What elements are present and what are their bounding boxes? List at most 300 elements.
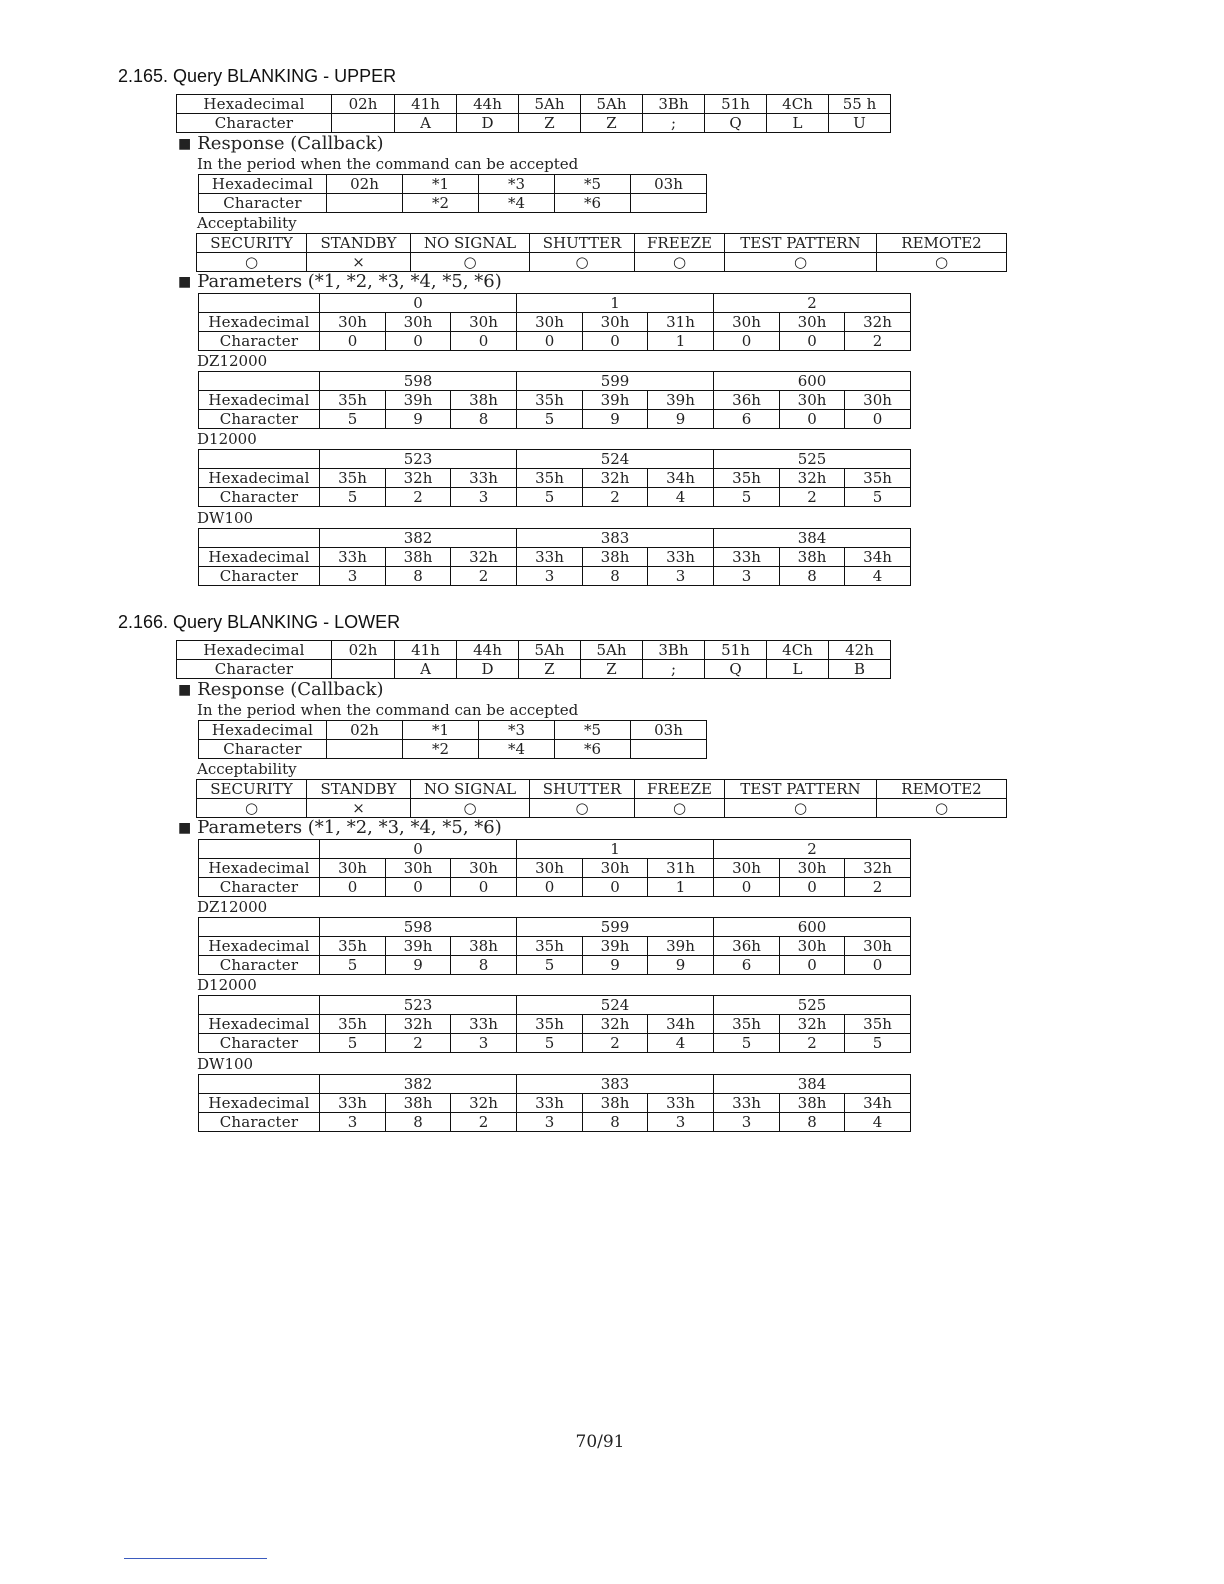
parameter-hex-cell: 32h xyxy=(780,1015,845,1034)
char-row xyxy=(199,194,707,213)
parameter-hex-cell: 33h xyxy=(320,1094,386,1113)
hex-label: Hexadecimal xyxy=(199,859,320,878)
parameter-hex-cell: 35h xyxy=(845,1015,911,1034)
cmd-hex-cell: 51h xyxy=(705,641,767,660)
command-table xyxy=(176,640,891,679)
parameter-hex-cell: 30h xyxy=(451,859,517,878)
parameters-heading xyxy=(178,272,502,293)
parameter-char-cell: 3 xyxy=(648,1113,714,1132)
parameter-hex-cell: 31h xyxy=(648,313,714,332)
parameter-value: 600 xyxy=(714,918,911,937)
acceptability-header: TEST PATTERN xyxy=(725,234,877,253)
parameters-heading xyxy=(178,818,502,839)
parameter-hex-cell: 39h xyxy=(583,937,648,956)
corner-cell xyxy=(199,294,320,313)
parameter-hex-cell: 36h xyxy=(714,391,780,410)
response-char-cell: *2 xyxy=(403,194,479,213)
acceptability-value: ○ xyxy=(877,799,1007,818)
parameter-hex-cell: 38h xyxy=(386,548,451,567)
parameter-char-cell: 0 xyxy=(583,878,648,897)
cmd-hex-cell: 02h xyxy=(332,641,395,660)
parameter-hex-cell: 33h xyxy=(648,1094,714,1113)
response-char-cell xyxy=(327,194,403,213)
command-table xyxy=(176,94,891,133)
cmd-hex-cell: 51h xyxy=(705,95,767,114)
parameter-table xyxy=(198,449,911,507)
period-text: In the period when the command can be accepted xyxy=(197,701,579,719)
acceptability-header: NO SIGNAL xyxy=(411,234,530,253)
parameter-char-cell: 8 xyxy=(451,956,517,975)
cmd-char-cell: Z xyxy=(581,660,643,679)
acceptability-value: ○ xyxy=(877,253,1007,272)
acceptability-header: SECURITY xyxy=(197,780,307,799)
parameter-char-cell: 5 xyxy=(845,488,911,507)
parameter-table xyxy=(198,1074,911,1132)
response-heading-text: Response (Callback) xyxy=(197,679,384,700)
parameter-hex-cell: 34h xyxy=(648,1015,714,1034)
parameter-char-cell: 6 xyxy=(714,410,780,429)
acceptability-value-row xyxy=(197,799,1007,818)
value-row xyxy=(199,918,911,937)
parameter-char-cell: 3 xyxy=(451,488,517,507)
square-bullet-icon: ■ xyxy=(178,820,192,836)
response-char-cell xyxy=(631,740,707,759)
parameter-hex-cell: 33h xyxy=(714,1094,780,1113)
acceptability-header: NO SIGNAL xyxy=(411,780,530,799)
acceptability-header: STANDBY xyxy=(307,780,411,799)
parameter-char-cell: 2 xyxy=(386,1034,451,1053)
cmd-char-cell: D xyxy=(457,660,519,679)
value-row xyxy=(199,1075,911,1094)
parameter-hex-cell: 38h xyxy=(386,1094,451,1113)
parameter-char-cell: 1 xyxy=(648,332,714,351)
hex-label: Hexadecimal xyxy=(199,1094,320,1113)
parameter-value: 599 xyxy=(517,918,714,937)
parameter-char-cell: 4 xyxy=(845,1113,911,1132)
cmd-char-cell: Z xyxy=(519,114,581,133)
parameter-hex-cell: 35h xyxy=(517,1015,583,1034)
parameter-char-cell: 5 xyxy=(517,1034,583,1053)
parameter-char-cell: 0 xyxy=(517,332,583,351)
response-char-cell xyxy=(327,740,403,759)
parameter-hex-cell: 30h xyxy=(386,313,451,332)
acceptability-value-row xyxy=(197,253,1007,272)
hex-row xyxy=(199,1015,911,1034)
corner-cell xyxy=(199,1075,320,1094)
cmd-char-cell: ; xyxy=(643,660,705,679)
parameter-char-cell: 5 xyxy=(320,488,386,507)
parameter-value: 598 xyxy=(320,372,517,391)
parameter-hex-cell: 30h xyxy=(517,313,583,332)
parameter-hex-cell: 35h xyxy=(320,469,386,488)
hex-label: Hexadecimal xyxy=(199,313,320,332)
value-row xyxy=(199,372,911,391)
acceptability-header: STANDBY xyxy=(307,234,411,253)
parameter-hex-cell: 30h xyxy=(583,859,648,878)
parameter-char-cell: 0 xyxy=(386,878,451,897)
parameter-hex-cell: 30h xyxy=(714,859,780,878)
response-char-cell: *2 xyxy=(403,740,479,759)
char-row xyxy=(199,956,911,975)
parameter-char-cell: 3 xyxy=(320,567,386,586)
cmd-hex-cell: 41h xyxy=(395,95,457,114)
cmd-char-cell: Z xyxy=(519,660,581,679)
parameter-hex-cell: 38h xyxy=(583,548,648,567)
cmd-char-cell: L xyxy=(767,660,829,679)
parameter-value: 1 xyxy=(517,840,714,859)
parameter-char-cell: 5 xyxy=(845,1034,911,1053)
parameter-char-cell: 3 xyxy=(714,1113,780,1132)
parameter-hex-cell: 33h xyxy=(517,548,583,567)
parameter-hex-cell: 32h xyxy=(583,1015,648,1034)
cmd-hex-cell: 55 h xyxy=(829,95,891,114)
parameter-char-cell: 5 xyxy=(517,488,583,507)
response-hex-cell: *5 xyxy=(555,721,631,740)
value-row xyxy=(199,294,911,313)
response-char-cell xyxy=(631,194,707,213)
parameter-value: 523 xyxy=(320,450,517,469)
parameter-char-cell: 2 xyxy=(386,488,451,507)
hex-row xyxy=(177,95,891,114)
cmd-char-cell xyxy=(332,114,395,133)
char-row xyxy=(199,410,911,429)
parameter-char-cell: 0 xyxy=(845,410,911,429)
parameter-char-cell: 9 xyxy=(648,956,714,975)
parameter-char-cell: 3 xyxy=(320,1113,386,1132)
cmd-char-cell: A xyxy=(395,660,457,679)
parameter-hex-cell: 30h xyxy=(845,937,911,956)
parameter-char-cell: 0 xyxy=(451,332,517,351)
parameter-value: 383 xyxy=(517,1075,714,1094)
char-row xyxy=(199,332,911,351)
parameter-char-cell: 2 xyxy=(780,488,845,507)
value-row xyxy=(199,450,911,469)
parameter-char-cell: 5 xyxy=(320,1034,386,1053)
char-label: Character xyxy=(199,1034,320,1053)
parameter-char-cell: 9 xyxy=(386,956,451,975)
parameter-hex-cell: 33h xyxy=(451,469,517,488)
corner-cell xyxy=(199,996,320,1015)
response-hex-cell: 02h xyxy=(327,721,403,740)
parameter-char-cell: 2 xyxy=(845,878,911,897)
cmd-char-cell: Q xyxy=(705,114,767,133)
parameter-char-cell: 3 xyxy=(714,567,780,586)
char-label: Character xyxy=(199,332,320,351)
parameter-hex-cell: 38h xyxy=(583,1094,648,1113)
hex-label: Hexadecimal xyxy=(199,721,327,740)
parameter-hex-cell: 34h xyxy=(845,548,911,567)
value-row xyxy=(199,996,911,1015)
hex-row xyxy=(199,1094,911,1113)
parameter-hex-cell: 31h xyxy=(648,859,714,878)
parameter-hex-cell: 39h xyxy=(648,391,714,410)
parameter-char-cell: 0 xyxy=(517,878,583,897)
parameter-hex-cell: 30h xyxy=(780,937,845,956)
parameter-hex-cell: 30h xyxy=(714,313,780,332)
parameter-hex-cell: 33h xyxy=(714,548,780,567)
acceptability-header-row xyxy=(197,780,1007,799)
parameter-hex-cell: 35h xyxy=(320,1015,386,1034)
acceptability-label: Acceptability xyxy=(197,760,297,778)
parameter-char-cell: 9 xyxy=(583,956,648,975)
char-row xyxy=(199,878,911,897)
parameter-hex-cell: 30h xyxy=(780,859,845,878)
cmd-hex-cell: 41h xyxy=(395,641,457,660)
char-label: Character xyxy=(199,194,327,213)
parameter-hex-cell: 39h xyxy=(386,937,451,956)
hex-row xyxy=(199,391,911,410)
corner-cell xyxy=(199,918,320,937)
cmd-hex-cell: 42h xyxy=(829,641,891,660)
acceptability-value: ○ xyxy=(635,253,725,272)
acceptability-value: × xyxy=(307,799,411,818)
parameter-hex-cell: 30h xyxy=(320,313,386,332)
hex-label: Hexadecimal xyxy=(199,391,320,410)
corner-cell xyxy=(199,372,320,391)
parameter-char-cell: 0 xyxy=(320,332,386,351)
parameter-char-cell: 3 xyxy=(648,567,714,586)
response-table xyxy=(198,720,707,759)
parameter-char-cell: 5 xyxy=(517,956,583,975)
parameter-hex-cell: 39h xyxy=(648,937,714,956)
parameter-hex-cell: 30h xyxy=(780,313,845,332)
parameter-value: 383 xyxy=(517,529,714,548)
parameter-hex-cell: 32h xyxy=(845,859,911,878)
response-char-cell: *6 xyxy=(555,194,631,213)
cmd-hex-cell: 3Bh xyxy=(643,95,705,114)
acceptability-value: ○ xyxy=(530,799,635,818)
response-hex-cell: 03h xyxy=(631,721,707,740)
parameter-hex-cell: 32h xyxy=(845,313,911,332)
parameter-char-cell: 0 xyxy=(386,332,451,351)
acceptability-header: FREEZE xyxy=(635,780,725,799)
square-bullet-icon: ■ xyxy=(178,274,192,290)
acceptability-header: REMOTE2 xyxy=(877,780,1007,799)
acceptability-table xyxy=(196,233,1007,272)
response-char-cell: *6 xyxy=(555,740,631,759)
parameter-value: 600 xyxy=(714,372,911,391)
section-title: 2.166. Query BLANKING - LOWER xyxy=(118,612,401,632)
parameter-hex-cell: 34h xyxy=(648,469,714,488)
parameter-hex-cell: 35h xyxy=(517,391,583,410)
section-title: 2.165. Query BLANKING - UPPER xyxy=(118,66,397,86)
parameter-hex-cell: 30h xyxy=(583,313,648,332)
parameter-value: 525 xyxy=(714,450,911,469)
model-label: D12000 xyxy=(197,976,257,994)
parameter-char-cell: 3 xyxy=(517,567,583,586)
char-label: Character xyxy=(199,740,327,759)
parameter-hex-cell: 35h xyxy=(320,937,386,956)
acceptability-value: × xyxy=(307,253,411,272)
parameter-hex-cell: 30h xyxy=(451,313,517,332)
parameter-value: 525 xyxy=(714,996,911,1015)
acceptability-value: ○ xyxy=(197,253,307,272)
parameter-char-cell: 4 xyxy=(648,488,714,507)
cmd-char-cell: U xyxy=(829,114,891,133)
parameter-char-cell: 3 xyxy=(451,1034,517,1053)
parameter-hex-cell: 30h xyxy=(320,859,386,878)
parameter-value: 523 xyxy=(320,996,517,1015)
parameter-char-cell: 8 xyxy=(386,567,451,586)
parameter-hex-cell: 35h xyxy=(714,1015,780,1034)
cmd-char-cell: L xyxy=(767,114,829,133)
response-hex-cell: *1 xyxy=(403,721,479,740)
parameter-char-cell: 3 xyxy=(517,1113,583,1132)
parameter-hex-cell: 35h xyxy=(320,391,386,410)
parameter-hex-cell: 38h xyxy=(451,937,517,956)
parameter-char-cell: 2 xyxy=(583,488,648,507)
parameter-hex-cell: 34h xyxy=(845,1094,911,1113)
acceptability-header-row xyxy=(197,234,1007,253)
response-hex-cell: *3 xyxy=(479,721,555,740)
parameter-value: 384 xyxy=(714,1075,911,1094)
parameter-hex-cell: 30h xyxy=(845,391,911,410)
acceptability-value: ○ xyxy=(725,799,877,818)
cmd-hex-cell: 02h xyxy=(332,95,395,114)
response-hex-cell: 02h xyxy=(327,175,403,194)
hex-label: Hexadecimal xyxy=(199,937,320,956)
footer-rule xyxy=(124,1558,267,1559)
cmd-hex-cell: 44h xyxy=(457,95,519,114)
hex-label: Hexadecimal xyxy=(199,175,327,194)
model-label: D12000 xyxy=(197,430,257,448)
parameter-char-cell: 2 xyxy=(583,1034,648,1053)
parameter-char-cell: 2 xyxy=(845,332,911,351)
parameter-value: 524 xyxy=(517,450,714,469)
parameter-char-cell: 0 xyxy=(451,878,517,897)
cmd-hex-cell: 44h xyxy=(457,641,519,660)
parameter-hex-cell: 39h xyxy=(386,391,451,410)
acceptability-label: Acceptability xyxy=(197,214,297,232)
parameter-char-cell: 1 xyxy=(648,878,714,897)
char-row xyxy=(199,740,707,759)
parameters-heading-text: Parameters (*1, *2, *3, *4, *5, *6) xyxy=(197,271,502,292)
cmd-hex-cell: 5Ah xyxy=(581,641,643,660)
model-label: DW100 xyxy=(197,509,254,527)
corner-cell xyxy=(199,840,320,859)
response-hex-cell: *1 xyxy=(403,175,479,194)
hex-row xyxy=(199,548,911,567)
cmd-char-cell: B xyxy=(829,660,891,679)
response-heading-text: Response (Callback) xyxy=(197,133,384,154)
period-text: In the period when the command can be accepted xyxy=(197,155,579,173)
char-row xyxy=(177,660,891,679)
parameter-table xyxy=(198,995,911,1053)
parameter-char-cell: 0 xyxy=(583,332,648,351)
parameter-char-cell: 6 xyxy=(714,956,780,975)
char-label: Character xyxy=(199,488,320,507)
char-row xyxy=(199,1034,911,1053)
parameter-value: 382 xyxy=(320,1075,517,1094)
char-label: Character xyxy=(199,1113,320,1132)
acceptability-value: ○ xyxy=(530,253,635,272)
model-label: DZ12000 xyxy=(197,352,268,370)
value-row xyxy=(199,529,911,548)
parameter-hex-cell: 30h xyxy=(386,859,451,878)
parameter-hex-cell: 32h xyxy=(386,469,451,488)
response-heading xyxy=(178,680,384,701)
cmd-hex-cell: 5Ah xyxy=(519,641,581,660)
hex-label: Hexadecimal xyxy=(199,1015,320,1034)
parameter-char-cell: 0 xyxy=(714,332,780,351)
acceptability-header: FREEZE xyxy=(635,234,725,253)
parameter-hex-cell: 32h xyxy=(451,1094,517,1113)
response-hex-cell: *3 xyxy=(479,175,555,194)
square-bullet-icon: ■ xyxy=(178,682,192,698)
parameter-hex-cell: 36h xyxy=(714,937,780,956)
cmd-hex-cell: 4Ch xyxy=(767,95,829,114)
parameter-hex-cell: 33h xyxy=(320,548,386,567)
acceptability-value: ○ xyxy=(411,799,530,818)
cmd-char-cell: Q xyxy=(705,660,767,679)
parameter-value: 0 xyxy=(320,840,517,859)
parameter-table xyxy=(198,528,911,586)
acceptability-header: SHUTTER xyxy=(530,780,635,799)
parameter-char-cell: 5 xyxy=(320,410,386,429)
parameter-hex-cell: 35h xyxy=(714,469,780,488)
parameter-hex-cell: 38h xyxy=(451,391,517,410)
parameter-char-cell: 9 xyxy=(583,410,648,429)
parameter-char-cell: 0 xyxy=(780,878,845,897)
parameter-hex-cell: 39h xyxy=(583,391,648,410)
acceptability-header: TEST PATTERN xyxy=(725,780,877,799)
parameter-char-cell: 0 xyxy=(320,878,386,897)
hex-label: Hexadecimal xyxy=(177,641,332,660)
cmd-hex-cell: 5Ah xyxy=(519,95,581,114)
acceptability-header: SHUTTER xyxy=(530,234,635,253)
parameter-char-cell: 0 xyxy=(780,956,845,975)
parameter-hex-cell: 38h xyxy=(780,548,845,567)
parameter-hex-cell: 32h xyxy=(780,469,845,488)
parameter-table xyxy=(198,371,911,429)
parameter-char-cell: 0 xyxy=(845,956,911,975)
parameter-hex-cell: 30h xyxy=(780,391,845,410)
parameter-char-cell: 8 xyxy=(780,1113,845,1132)
parameters-heading-text: Parameters (*1, *2, *3, *4, *5, *6) xyxy=(197,817,502,838)
char-row xyxy=(177,114,891,133)
cmd-char-cell: ; xyxy=(643,114,705,133)
parameter-value: 598 xyxy=(320,918,517,937)
parameter-char-cell: 8 xyxy=(386,1113,451,1132)
value-row xyxy=(199,840,911,859)
parameter-char-cell: 8 xyxy=(451,410,517,429)
parameter-table xyxy=(198,293,911,351)
cmd-hex-cell: 4Ch xyxy=(767,641,829,660)
char-label: Character xyxy=(177,114,332,133)
cmd-char-cell xyxy=(332,660,395,679)
parameter-char-cell: 0 xyxy=(780,332,845,351)
parameter-hex-cell: 32h xyxy=(451,548,517,567)
hex-label: Hexadecimal xyxy=(199,548,320,567)
parameter-hex-cell: 30h xyxy=(517,859,583,878)
parameter-hex-cell: 32h xyxy=(583,469,648,488)
parameter-char-cell: 4 xyxy=(845,567,911,586)
char-label: Character xyxy=(199,878,320,897)
acceptability-value: ○ xyxy=(725,253,877,272)
char-label: Character xyxy=(199,956,320,975)
char-row xyxy=(199,488,911,507)
response-hex-cell: *5 xyxy=(555,175,631,194)
parameter-char-cell: 5 xyxy=(517,410,583,429)
corner-cell xyxy=(199,450,320,469)
parameter-value: 0 xyxy=(320,294,517,313)
parameter-char-cell: 8 xyxy=(583,1113,648,1132)
response-hex-cell: 03h xyxy=(631,175,707,194)
cmd-char-cell: Z xyxy=(581,114,643,133)
parameter-char-cell: 8 xyxy=(583,567,648,586)
parameter-value: 384 xyxy=(714,529,911,548)
parameter-hex-cell: 35h xyxy=(517,469,583,488)
